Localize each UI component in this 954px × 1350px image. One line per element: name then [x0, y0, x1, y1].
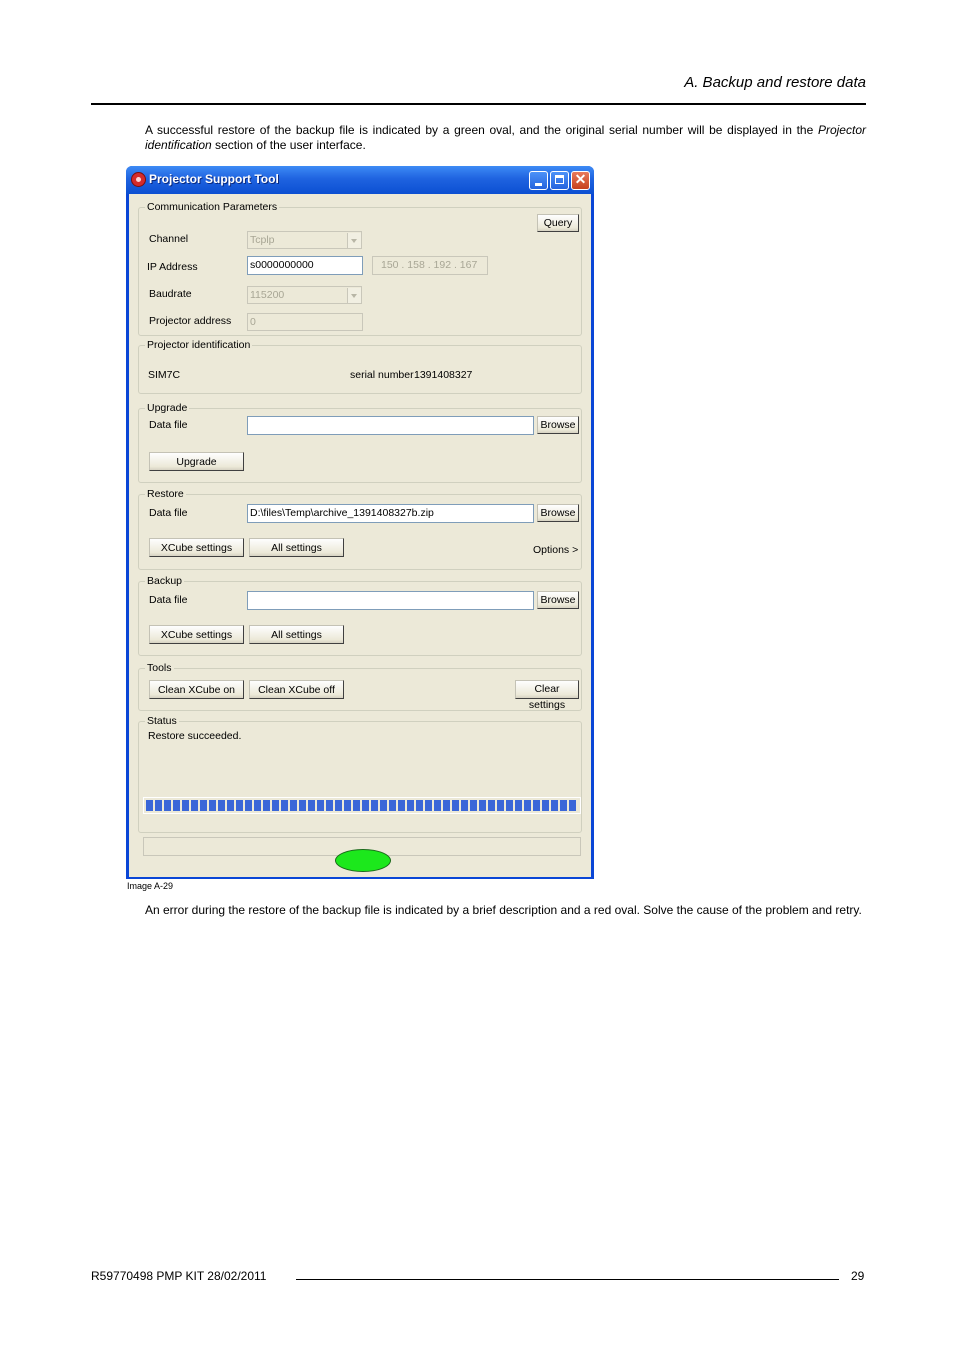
restore-group-label: Restore	[147, 488, 184, 500]
progress-segment	[236, 800, 243, 811]
progress-segment	[488, 800, 495, 811]
progress-segment	[533, 800, 540, 811]
progress-segment	[155, 800, 162, 811]
progress-segment	[515, 800, 522, 811]
options-button[interactable]: Options >	[533, 544, 579, 556]
header-rule	[91, 103, 866, 105]
upgrade-button[interactable]: Upgrade	[149, 452, 244, 471]
chevron-down-icon	[347, 288, 361, 303]
progress-segment	[461, 800, 468, 811]
progress-segment	[200, 800, 207, 811]
close-button[interactable]	[571, 171, 590, 190]
progress-segment	[299, 800, 306, 811]
progress-segment	[191, 800, 198, 811]
status-indicator-oval	[335, 849, 391, 872]
projector-address-input[interactable]: 0	[247, 313, 363, 331]
chevron-down-icon	[347, 233, 361, 248]
ip-address-input[interactable]: s0000000000	[247, 256, 363, 275]
progress-segment	[506, 800, 513, 811]
app-icon	[131, 172, 146, 187]
backup-data-file-input[interactable]	[247, 591, 534, 610]
clean-xcube-on-button[interactable]: Clean XCube on	[149, 680, 244, 699]
backup-all-settings-button[interactable]: All settings	[249, 625, 344, 644]
minimize-icon	[535, 183, 542, 186]
progress-segment	[164, 800, 171, 811]
progress-segment	[434, 800, 441, 811]
restore-all-settings-button[interactable]: All settings	[249, 538, 344, 557]
upgrade-group-label: Upgrade	[147, 402, 188, 414]
progress-segment	[182, 800, 189, 811]
image-caption: Image A-29	[127, 881, 174, 891]
progress-segment	[173, 800, 180, 811]
progress-segment	[353, 800, 360, 811]
progress-segment	[560, 800, 567, 811]
projector-model: SIM7C	[148, 369, 181, 381]
progress-segment	[371, 800, 378, 811]
maximize-icon	[555, 175, 564, 184]
progress-segment	[218, 800, 225, 811]
serial-number-label: serial number	[350, 369, 414, 381]
channel-label: Channel	[149, 233, 189, 245]
upgrade-data-file-input[interactable]	[247, 416, 534, 435]
progress-segment	[254, 800, 261, 811]
close-icon: ✕	[574, 171, 587, 187]
projector-address-label: Projector address	[149, 315, 232, 327]
restore-xcube-settings-button[interactable]: XCube settings	[149, 538, 244, 557]
intro-text-1: A successful restore of the backup file is indicated by a green oval, and the original serial number will be displayed in the	[145, 123, 818, 137]
upgrade-data-file-label: Data file	[149, 419, 188, 431]
serial-number-value: 1391408327	[414, 369, 473, 381]
progress-segment	[524, 800, 531, 811]
communication-group-label: Communication Parameters	[147, 201, 278, 213]
intro-text-italic: Projector identification	[145, 123, 866, 152]
progress-segment	[344, 800, 351, 811]
channel-value: Tcplp	[250, 234, 275, 246]
progress-segment	[389, 800, 396, 811]
backup-browse-button[interactable]: Browse	[537, 591, 579, 609]
window-client-area	[129, 194, 591, 877]
progress-segment	[551, 800, 558, 811]
progress-segment	[398, 800, 405, 811]
progress-bar	[143, 797, 581, 814]
minimize-button[interactable]	[529, 171, 548, 190]
title-bar[interactable]	[126, 166, 594, 194]
restore-data-file-label: Data file	[149, 507, 188, 519]
progress-segment	[335, 800, 342, 811]
progress-segment	[308, 800, 315, 811]
baudrate-select[interactable]	[247, 286, 362, 304]
restore-browse-button[interactable]: Browse	[537, 504, 579, 522]
clean-xcube-off-button[interactable]: Clean XCube off	[249, 680, 344, 699]
window-title: Projector Support Tool	[149, 172, 279, 186]
intro-paragraph	[145, 123, 866, 153]
backup-xcube-settings-button[interactable]: XCube settings	[149, 625, 244, 644]
footer-rule	[296, 1279, 839, 1280]
progress-segment	[407, 800, 414, 811]
query-button[interactable]: Query	[537, 214, 579, 232]
progress-segment	[416, 800, 423, 811]
progress-segment	[452, 800, 459, 811]
progress-segment	[317, 800, 324, 811]
progress-segment	[380, 800, 387, 811]
baudrate-label: Baudrate	[149, 288, 192, 300]
tools-group-label: Tools	[147, 662, 172, 674]
progress-segment	[272, 800, 279, 811]
progress-segment	[245, 800, 252, 811]
progress-segment	[227, 800, 234, 811]
ip-address-display: 150 . 158 . 192 . 167	[372, 256, 488, 275]
upgrade-browse-button[interactable]: Browse	[537, 416, 579, 434]
ip-address-label: IP Address	[147, 261, 198, 273]
progress-segment	[281, 800, 288, 811]
progress-segment	[479, 800, 486, 811]
progress-segment	[470, 800, 477, 811]
footer-page-number: 29	[851, 1269, 865, 1283]
status-message: Restore succeeded.	[148, 730, 242, 742]
baudrate-value: 115200	[250, 289, 285, 301]
identification-group-label: Projector identification	[147, 339, 251, 351]
projector-support-tool-window	[126, 166, 594, 879]
progress-segment	[443, 800, 450, 811]
intro-text-2: section of the user interface.	[211, 138, 366, 152]
progress-segment	[362, 800, 369, 811]
maximize-button[interactable]	[550, 171, 569, 190]
progress-segment	[569, 800, 576, 811]
footer-document-info: R59770498 PMP KIT 28/02/2011	[91, 1269, 267, 1283]
progress-segment	[146, 800, 153, 811]
progress-segment	[542, 800, 549, 811]
progress-segment	[290, 800, 297, 811]
progress-segment	[209, 800, 216, 811]
channel-select[interactable]	[247, 231, 362, 249]
progress-segment	[263, 800, 270, 811]
progress-segment	[425, 800, 432, 811]
page-header-title: A. Backup and restore data	[684, 74, 866, 91]
status-group-label: Status	[147, 715, 177, 727]
outro-paragraph: An error during the restore of the backup file is indicated by a brief description and a red oval. Solve the cause of the problem and retry.	[145, 903, 862, 917]
restore-data-file-input[interactable]: D:\files\Temp\archive_1391408327b.zip	[247, 504, 534, 523]
backup-group-label: Backup	[147, 575, 183, 587]
progress-segment	[497, 800, 504, 811]
backup-data-file-label: Data file	[149, 594, 188, 606]
clear-settings-button[interactable]: Clear settings	[515, 680, 579, 699]
progress-segment	[326, 800, 333, 811]
